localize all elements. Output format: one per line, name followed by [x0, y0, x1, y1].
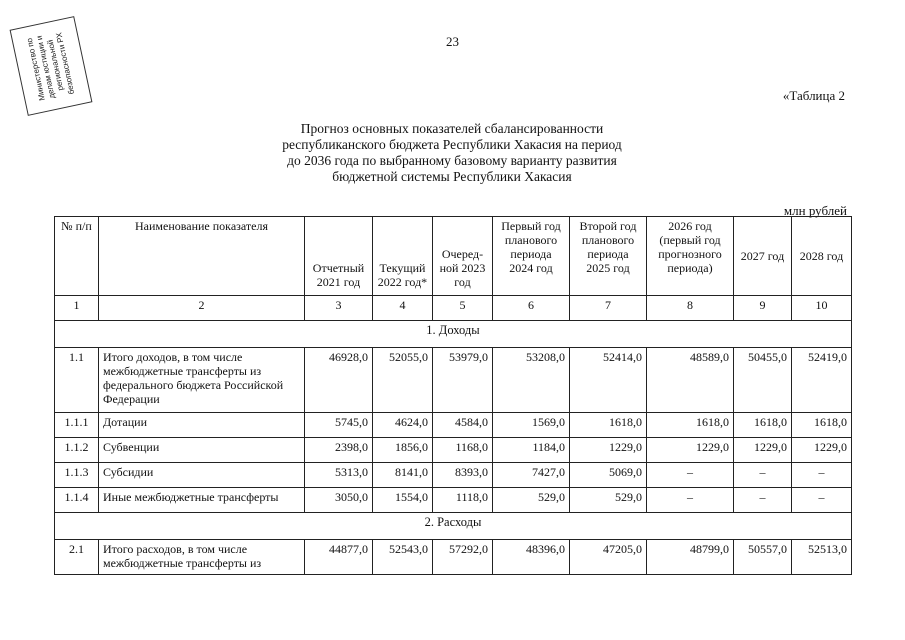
column-number: 6 [493, 296, 570, 321]
section-title: 1. Доходы [55, 321, 852, 348]
column-number: 4 [373, 296, 433, 321]
table-row [55, 348, 852, 413]
column-number: 1 [55, 296, 99, 321]
value-cell: 52055,0 [373, 348, 433, 413]
title-line: Прогноз основных показателей сбалансированности [300, 121, 604, 136]
value-cell: 1118,0 [433, 488, 493, 513]
value-cell: 1856,0 [373, 438, 433, 463]
value-cell: 1618,0 [570, 413, 647, 438]
value-cell: 1618,0 [792, 413, 852, 438]
title-line: республиканского бюджета Республики Хакасия на период [282, 137, 622, 152]
value-cell: 48589,0 [647, 348, 734, 413]
row-number: 1.1.1 [55, 413, 99, 438]
row-name: Иные межбюджетные трансферты [99, 488, 305, 513]
table-row [55, 488, 852, 513]
value-cell: 52513,0 [792, 540, 852, 575]
row-name: Дотации [99, 413, 305, 438]
column-number: 7 [570, 296, 647, 321]
row-name: Итого доходов, в том числе межбюджетные трансферты из федерального бюджета Российской Федерации [99, 348, 305, 413]
row-number: 1.1.2 [55, 438, 99, 463]
header-cell: 2026 год (первый год прогнозного периода) [647, 217, 734, 296]
column-number: 2 [99, 296, 305, 321]
section-title: 2. Расходы [55, 513, 852, 540]
value-cell: 52543,0 [373, 540, 433, 575]
value-cell: 50557,0 [734, 540, 792, 575]
table-row [55, 540, 852, 575]
value-cell: 1168,0 [433, 438, 493, 463]
column-number: 9 [734, 296, 792, 321]
row-number: 1.1.4 [55, 488, 99, 513]
value-cell: 1229,0 [647, 438, 734, 463]
row-name: Субвенции [99, 438, 305, 463]
value-cell: – [647, 463, 734, 488]
table-row [55, 438, 852, 463]
value-cell: 52414,0 [570, 348, 647, 413]
value-cell: 8393,0 [433, 463, 493, 488]
value-cell: 1184,0 [493, 438, 570, 463]
value-cell: 5745,0 [305, 413, 373, 438]
section-row [55, 513, 852, 540]
value-cell: – [647, 488, 734, 513]
header-cell: Текущий 2022 год* [373, 217, 433, 296]
column-number: 8 [647, 296, 734, 321]
value-cell: 50455,0 [734, 348, 792, 413]
value-cell: 1618,0 [734, 413, 792, 438]
units-label: млн рублей [783, 203, 847, 218]
value-cell: 46928,0 [305, 348, 373, 413]
row-number: 1.1 [55, 348, 99, 413]
value-cell: 529,0 [493, 488, 570, 513]
column-number: 5 [433, 296, 493, 321]
value-cell: 7427,0 [493, 463, 570, 488]
header-cell: Первый год планового периода 2024 год [493, 217, 570, 296]
value-cell: 48396,0 [493, 540, 570, 575]
column-number: 3 [305, 296, 373, 321]
title-line: до 2036 года по выбранному базовому варианту развития [287, 153, 617, 168]
header-cell: Второй год планового периода 2025 год [570, 217, 647, 296]
value-cell: 47205,0 [570, 540, 647, 575]
row-number: 2.1 [55, 540, 99, 575]
table-row [55, 413, 852, 438]
row-name: Субсидии [99, 463, 305, 488]
column-number: 10 [792, 296, 852, 321]
value-cell: 1554,0 [373, 488, 433, 513]
value-cell: 48799,0 [647, 540, 734, 575]
header-cell: Отчетный 2021 год [305, 217, 373, 296]
value-cell: 4584,0 [433, 413, 493, 438]
budget-table [54, 216, 852, 575]
value-cell: 1229,0 [570, 438, 647, 463]
page-number: 23 [446, 34, 459, 49]
value-cell: 8141,0 [373, 463, 433, 488]
value-cell: 4624,0 [373, 413, 433, 438]
value-cell: 57292,0 [433, 540, 493, 575]
value-cell: 53979,0 [433, 348, 493, 413]
value-cell: 3050,0 [305, 488, 373, 513]
column-numbers-row [55, 296, 852, 321]
value-cell: 52419,0 [792, 348, 852, 413]
stamp-text: Министерство по делам юстиции и региональной безопасности РХ [24, 31, 77, 102]
value-cell: 5069,0 [570, 463, 647, 488]
value-cell: – [792, 488, 852, 513]
value-cell: 1229,0 [792, 438, 852, 463]
official-stamp [10, 16, 93, 116]
value-cell: 44877,0 [305, 540, 373, 575]
row-name: Итого расходов, в том числе межбюджетные трансферты из [99, 540, 305, 575]
header-cell: 2028 год [792, 217, 852, 296]
row-number: 1.1.3 [55, 463, 99, 488]
table-caption: «Таблица 2 [782, 88, 845, 103]
header-cell: Наименование показателя [99, 217, 305, 296]
value-cell: 529,0 [570, 488, 647, 513]
value-cell: 1569,0 [493, 413, 570, 438]
header-cell: Очеред-ной 2023 год [433, 217, 493, 296]
table-header-row [55, 217, 852, 296]
section-row [55, 321, 852, 348]
value-cell: 53208,0 [493, 348, 570, 413]
value-cell: 2398,0 [305, 438, 373, 463]
table-row [55, 463, 852, 488]
value-cell: 1229,0 [734, 438, 792, 463]
value-cell: – [734, 463, 792, 488]
value-cell: – [734, 488, 792, 513]
value-cell: – [792, 463, 852, 488]
header-cell: 2027 год [734, 217, 792, 296]
document-title [202, 121, 702, 185]
header-cell: № п/п [55, 217, 99, 296]
value-cell: 1618,0 [647, 413, 734, 438]
title-line: бюджетной системы Республики Хакасия [332, 169, 572, 184]
value-cell: 5313,0 [305, 463, 373, 488]
